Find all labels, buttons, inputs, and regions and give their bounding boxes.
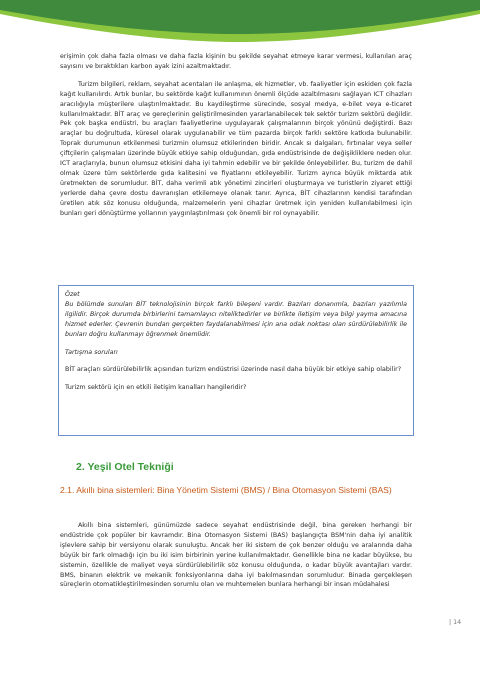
page-number: | 14 [449, 619, 462, 626]
discussion-question: Turizm sektörü için en etkili iletişim kanalları hangileridir? [65, 384, 247, 392]
intro-paragraph: erişimin çok daha fazla olması ve daha fazla kişinin bu şekilde seyahat etmeye karar vermesi, kullanılan araç sayısını ve bıraktıkları karbon ayak izini azaltmaktadır. [60, 53, 412, 70]
page-body-top [60, 52, 412, 219]
discussion-heading: Tartışma soruları [65, 348, 118, 356]
body-paragraph: Akıllı bina sistemleri, günümüzde sadece seyahat endüstrisinde değil, bina gereken herhangi bir endüstride çok popüler bir kavramdır. Bina Otomasyon Sistemi (BAS) başlangıçta BSM'nin daha iyi analitik işlevlere sahip bir versiyonu olarak sunuluştu. Ancak her iki sistem de çok benzer olduğu ve aralarında daha büyük bir fark olmadığı için bu iki isim birbirinin yerine kullanılmaktadır. Genellikle bina ne kadar büyükse, bu sistemin, özellikle de maliyet veya sürdürülebilirlik söz konusu olduğunda, o kadar büyük avantajları vardır. BMS, binanın elektrik ve mekanik fonksiyonlarına daha iyi bakılmasından sorumludur. Binada gerçekleşen süreçlerin otomatikleştirilmesinden sorumlu olan ve muhtemelen bunlara herhangi bir insan müdahalesi [60, 522, 412, 589]
subsection-heading: 2.1. Akıllı bina sistemleri: Bina Yönetim Sistemi (BMS) / Bina Otomasyon Sistemi (BAS) [60, 485, 392, 495]
header-decoration [0, 0, 480, 44]
summary-heading: Özet [65, 291, 80, 298]
section-heading: 2. Yeşil Otel Tekniği [76, 461, 174, 473]
discussion-question: BİT araçları sürdürülebilirlik açısından turizm endüstrisi üzerinde nasıl daha büyük bir etkiye sahip olabilir? [65, 366, 402, 374]
body-paragraph: Turizm bilgileri, reklam, seyahat acentaları ile anlaşma, ek hizmetler, vb. faaliyetler için eskiden çok fazla kağıt kullanılırdı. Artık bunlar, bu sektörde kağıt kullanımının önemli ölçüde azaltılmasını sağlayan ICT cihazları aracılığıyla müşterilere ulaştırılmaktadır. Bu kaydileştirme sürecinde, sosyal medya, e-bilet veya e-ticaret kullanılmaktadır. BİT araç ve gereçlerinin geliştirilmesinden yararlanabilecek tek sektör turizm sektörü değildir. Pek çok başka endüstri, bu araçları faaliyetlerine uygulayarak çalışmalarının birçok yönünü değiştirdi. Bazı araçlar bu doğrultuda, küresel olarak uygulanabilir ve tüm pazarda birçok farklı sektöre katkıda bulunabilir. Toprak durumunun etkilenmesi turizmin olumsuz etkilerinden biridir. Ancak sı dalgaları, fırtınalar veya seller çiftçilerin çalışmaları üzerinde büyük etkiye sahip olduğundan, gıda endüstrisinde de değişikliklere neden olur. ICT araçlarıyla, bunun olumsuz etkisini daha iyi tahmin edebilir ve bir şekilde önleyebilirler. Bu, turizm de dahil olmak üzere tüm sektörlerde gıda kalitesini ve fiyatlarını etkileyebilir. Turizm ayrıca büyük miktarda atık üretmekten de sorumludur. BİT, daha verimli atık yönetimi zincirleri oluşturmaya ve turistlerin ziyaret ettiği yerlerde daha çevre dostu davranışları etkilemeye olanak tanır. Ayrıca, BİT cihazlarının kendisi tarafından üretilen atık söz konusu olduğunda, malzemelerin yeni cihazlar üretmek için yeniden kullanılabilmesi için bunları geri dönüştürme yollarının yaygınlaştırılması çok önemli bir rol oynayabilir. [60, 80, 412, 217]
summary-text: Bu bölümde sunulan BİT teknolojisinin birçok farklı bileşeni vardır. Bazıları donanımla, bazıları yazılımla ilgilidir. Birçok durumda birbirlerini tamamlayıcı niteliktedirler ve birlikte iletişim veya bilgi yayma amacına hizmet ederler. Çevrenin bundan gerçekten faydalanabilmesi için ana odak noktası olan sürdürülebilirlik ile bunları doğru kullanmayı öğrenmek önemlidir. [65, 300, 407, 338]
page-body-bottom [60, 521, 412, 590]
summary-box [58, 285, 414, 436]
